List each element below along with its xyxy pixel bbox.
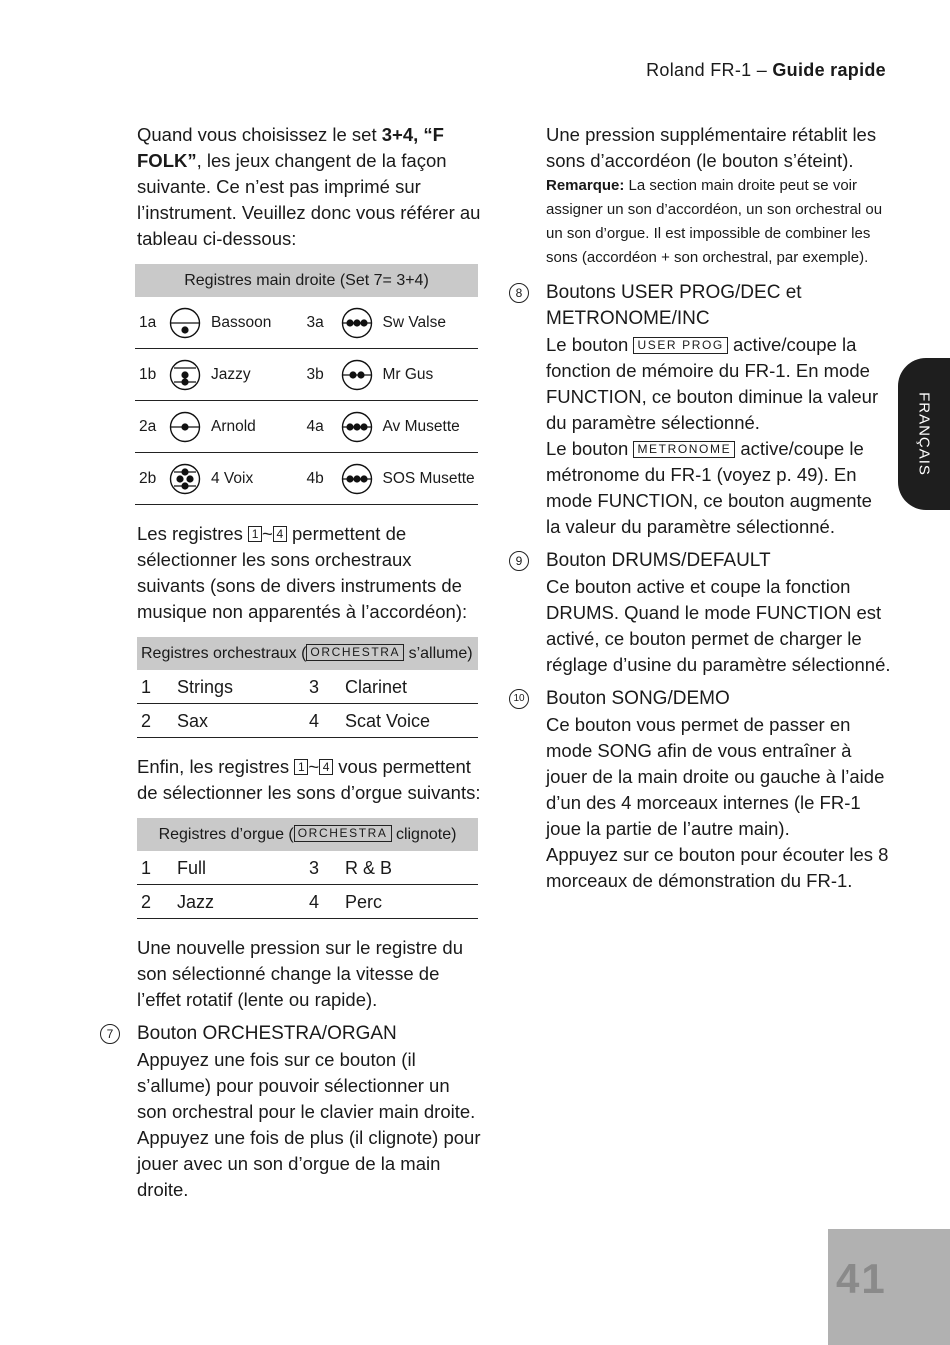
organ-paragraph [137, 754, 482, 806]
register-name: SOS Musette [382, 469, 475, 487]
register-2a-icon [169, 410, 209, 444]
organ-table-title [137, 818, 478, 851]
section-number-7: 7 [100, 1024, 120, 1044]
orchestral-paragraph [137, 521, 482, 625]
sound-name: Clarinet [345, 676, 408, 697]
register-3b-icon [341, 358, 381, 392]
table-row [137, 885, 478, 919]
register-code: 4b [306, 469, 324, 487]
user-prog-button-label: USER PROG [633, 337, 727, 354]
note-label: Remarque: [546, 177, 625, 194]
p2-pre: Le bouton [546, 438, 634, 459]
header-title: Guide rapide [772, 60, 886, 80]
section-number-10: 10 [509, 689, 529, 709]
register-number: 4 [309, 710, 320, 731]
register-cell [307, 358, 479, 392]
orchestral-table [137, 637, 478, 738]
register-number: 1 [141, 857, 152, 878]
register-key-1: 1 [248, 526, 262, 542]
register-code: 4a [306, 417, 324, 435]
register-2b-icon [169, 462, 209, 496]
metronome-button-label: METRONOME [633, 441, 735, 458]
register-cell [135, 358, 307, 392]
section-10-body-2: Appuyez sur ce bouton pour écouter les 8 morceaux de démonstration du FR-1. [546, 844, 889, 891]
register-cell [135, 306, 307, 340]
section-9-title: Bouton DRUMS/DEFAULT [546, 550, 771, 571]
register-name: Av Musette [382, 417, 460, 435]
orch-text: Les registres [137, 523, 249, 544]
title-post: clignote) [391, 826, 457, 843]
register-cell [307, 306, 479, 340]
section-number-8: 8 [509, 283, 529, 303]
section-8-title: Boutons USER PROG/DEC et METRONOME/INC [546, 282, 802, 329]
register-number: 2 [141, 891, 152, 912]
page-header [646, 60, 886, 81]
sound-name: Strings [177, 676, 234, 697]
language-tab [898, 358, 950, 510]
sound-name: Full [177, 857, 207, 878]
register-cell [307, 462, 479, 496]
header-brand: Roland FR-1 – [646, 60, 773, 80]
register-name: Arnold [211, 417, 256, 435]
page-number: 41 [836, 1255, 887, 1302]
register-cell [135, 410, 307, 444]
section-number-9: 9 [509, 551, 529, 571]
table-row [137, 851, 478, 885]
section-7-body: Appuyez une fois sur ce bouton (il s’allume) pour pouvoir sélectionner un son orchestral pour le clavier main droite. Appuyez une fois de plus (il clignote) pour jouer avec un son d’orgue de la main droite. [137, 1049, 481, 1200]
register-key-4: 4 [319, 759, 333, 775]
section-10 [513, 686, 891, 894]
register-name: Sw Valse [382, 313, 446, 331]
sound-name: Jazz [177, 891, 215, 912]
register-row [135, 453, 478, 505]
register-row [135, 349, 478, 401]
register-code: 1b [139, 365, 157, 383]
intro-paragraph [137, 122, 482, 252]
register-name: 4 Voix [211, 469, 254, 487]
note-body: La section main droite peut se voir assigner un son d’accordéon, un son orchestral ou un son d’orgue. Il est impossible de combiner les sons (accordéon + son orchestral, par exemple). [546, 177, 883, 266]
register-key-1: 1 [294, 759, 308, 775]
language-tab-label: FRANÇAIS [915, 392, 933, 476]
register-1b-icon [169, 358, 209, 392]
section-7-title: Bouton ORCHESTRA/ORGAN [137, 1023, 397, 1044]
sound-name: Scat Voice [345, 710, 431, 731]
register-name: Jazzy [211, 365, 251, 383]
sound-name: Perc [345, 891, 383, 912]
register-4a-icon [341, 410, 381, 444]
left-column [106, 122, 482, 1203]
register-number: 1 [141, 676, 152, 697]
sound-name: Sax [177, 710, 209, 731]
register-key-4: 4 [273, 526, 287, 542]
right-intro: Une pression supplémentaire rétablit les sons d’accordéon (le bouton s’éteint). [546, 124, 877, 171]
register-row [135, 297, 478, 349]
register-number: 3 [309, 676, 320, 697]
register-4b-icon [341, 462, 381, 496]
register-code: 2b [139, 469, 157, 487]
register-code: 2a [139, 417, 157, 435]
orch-text-end: permettent de sélectionner les sons orchestraux suivants (sons de divers instruments de musique non apparentés à l’accordéon): [137, 523, 468, 622]
register-code: 3b [306, 365, 324, 383]
register-name: Mr Gus [382, 365, 434, 383]
section-7 [106, 1021, 482, 1203]
table-row [137, 704, 478, 738]
sound-name: R & B [345, 857, 393, 878]
section-8-para-1 [546, 332, 891, 436]
register-cell [135, 462, 307, 496]
section-9-body: Ce bouton active et coupe la fonction DRUMS. Quand le mode FUNCTION est activé, ce bouton permet de charger le réglage d’usine du paramètre sélectionné. [546, 576, 891, 675]
register-code: 3a [306, 313, 324, 331]
register-table-title: Registres main droite (Set 7= 3+4) [135, 264, 478, 297]
section-10-title: Bouton SONG/DEMO [546, 688, 730, 709]
p1-pre: Le bouton [546, 334, 634, 355]
intro-bold: 3+4, “F FOLK” [137, 124, 444, 171]
register-number: 4 [309, 891, 320, 912]
title-pre: Registres orchestraux ( [141, 645, 307, 662]
orchestra-button-label: ORCHESTRA [294, 825, 392, 842]
title-post: s’allume) [404, 645, 473, 662]
register-table [135, 264, 478, 505]
p1-post: active/coupe la fonction de mémoire du FR-1. En mode FUNCTION, ce bouton diminue la valeur du paramètre sélectionné. [546, 334, 879, 433]
section-9 [515, 548, 891, 678]
register-number: 3 [309, 857, 320, 878]
register-number: 2 [141, 710, 152, 731]
organ-table [137, 818, 478, 919]
page-number-box [828, 1229, 950, 1345]
register-cell [307, 410, 479, 444]
intro-text: Quand vous choisissez le set [137, 124, 382, 145]
register-name: Bassoon [211, 313, 272, 331]
right-column [513, 122, 891, 894]
title-pre: Registres d’orgue ( [158, 826, 294, 843]
register-code: 1a [139, 313, 157, 331]
note-paragraph [546, 174, 891, 270]
orchestral-table-title [137, 637, 478, 670]
register-1a-icon [169, 306, 209, 340]
table-row [137, 670, 478, 704]
register-row [135, 401, 478, 453]
register-3a-icon [341, 306, 381, 340]
rotary-paragraph: Une nouvelle pression sur le registre du son sélectionné change la vitesse de l’effet rotatif (lente ou rapide). [137, 937, 463, 1010]
tilde: ~ [308, 756, 320, 777]
p2-post: active/coupe le métronome du FR-1 (voyez p. 49). En mode FUNCTION, ce bouton augmente la valeur du paramètre sélectionné. [546, 438, 872, 537]
tilde: ~ [262, 523, 273, 544]
organ-text-end: vous permettent de sélectionner les sons d’orgue suivants: [137, 756, 481, 803]
section-10-body-1: Ce bouton vous permet de passer en mode SONG afin de vous entraîner à jouer de la main droite ou gauche à l’aide d’un des 4 morceaux internes (le FR-1 joue la partie de l’autre main). [546, 714, 885, 839]
section-8-para-2 [546, 436, 891, 540]
organ-text: Enfin, les registres [137, 756, 295, 777]
orchestra-button-label: ORCHESTRA [306, 644, 404, 661]
section-8 [515, 280, 891, 540]
intro-text-end: , les jeux changent de la façon suivante. Ce n’est pas imprimé sur l’instrument. Veuillez donc vous référer au tableau ci-dessous: [137, 150, 481, 249]
